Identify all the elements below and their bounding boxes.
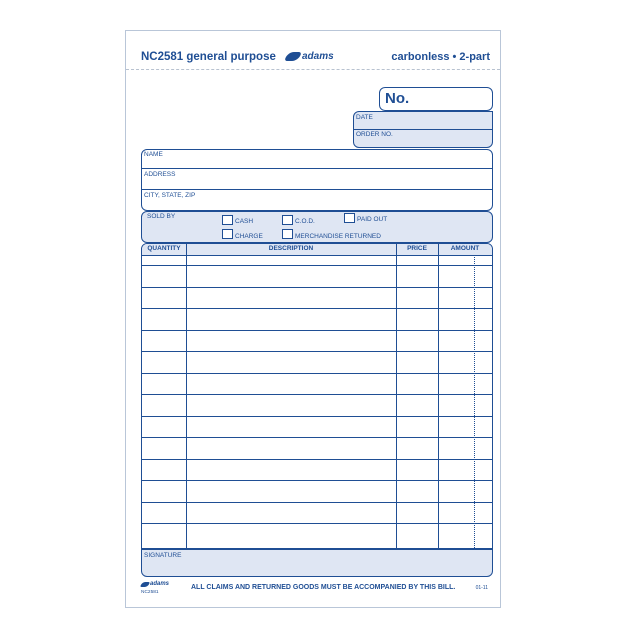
signature-label: SIGNATURE [144, 552, 182, 559]
table-row [142, 308, 492, 309]
table-row [142, 523, 492, 524]
customer-box [141, 149, 493, 211]
table-header [142, 244, 492, 256]
table-row [142, 502, 492, 503]
name-label: NAME [144, 151, 163, 158]
table-row [142, 287, 492, 288]
cod-label: C.O.D. [295, 218, 315, 225]
form-type: carbonless • 2-part [391, 51, 490, 63]
table-row [142, 330, 492, 331]
number-box[interactable] [379, 87, 493, 111]
form-version: 01-11 [475, 585, 488, 591]
paid-out-label: PAID OUT [357, 216, 388, 223]
date-divider [354, 129, 492, 130]
cash-label: CASH [235, 218, 254, 225]
brand-logo [286, 51, 334, 62]
amount-header: AMOUNT [450, 245, 480, 252]
date-order-box [353, 111, 493, 148]
city-state-zip-label: CITY, STATE, ZIP [144, 192, 196, 199]
sold-by-label: SOLD BY [147, 213, 176, 220]
date-label: DATE [356, 114, 373, 121]
sales-book-form [125, 30, 501, 608]
number-label: No. [385, 90, 410, 107]
order-number-label: ORDER NO. [356, 131, 393, 138]
merchandise-returned-checkbox[interactable] [282, 229, 293, 239]
cod-checkbox[interactable] [282, 215, 293, 225]
cents-divider [474, 255, 475, 548]
table-row [142, 437, 492, 438]
footer-logo [141, 581, 169, 587]
merchandise-returned-label: MERCHANDISE RETURNED [295, 233, 381, 240]
adams-logo-icon [140, 582, 150, 587]
claims-notice: ALL CLAIMS AND RETURNED GOODS MUST BE ACCOMPANIED BY THIS BILL. [191, 584, 456, 591]
product-code: NC2581 general purpose [141, 51, 276, 63]
brand-name: adams [302, 51, 334, 62]
perforation-line [126, 69, 500, 70]
table-row [142, 459, 492, 460]
paid-out-checkbox[interactable] [344, 213, 355, 223]
table-row [142, 373, 492, 374]
signature-box[interactable] [141, 549, 493, 577]
address-line [142, 189, 492, 190]
description-header: DESCRIPTION [268, 245, 314, 252]
address-label: ADDRESS [144, 171, 176, 178]
price-header: PRICE [407, 245, 427, 252]
table-row [142, 351, 492, 352]
quantity-header: QUANTITY [147, 245, 181, 252]
charge-label: CHARGE [235, 233, 263, 240]
table-row [142, 416, 492, 417]
sold-by-box [141, 211, 493, 243]
table-row [142, 265, 492, 266]
adams-logo-icon [284, 52, 301, 61]
footer-code: NC2581 [141, 590, 159, 595]
cash-checkbox[interactable] [222, 215, 233, 225]
items-table [141, 243, 493, 549]
charge-checkbox[interactable] [222, 229, 233, 239]
name-line [142, 168, 492, 169]
footer-brand: adams [150, 581, 170, 587]
table-row [142, 480, 492, 481]
table-row [142, 394, 492, 395]
